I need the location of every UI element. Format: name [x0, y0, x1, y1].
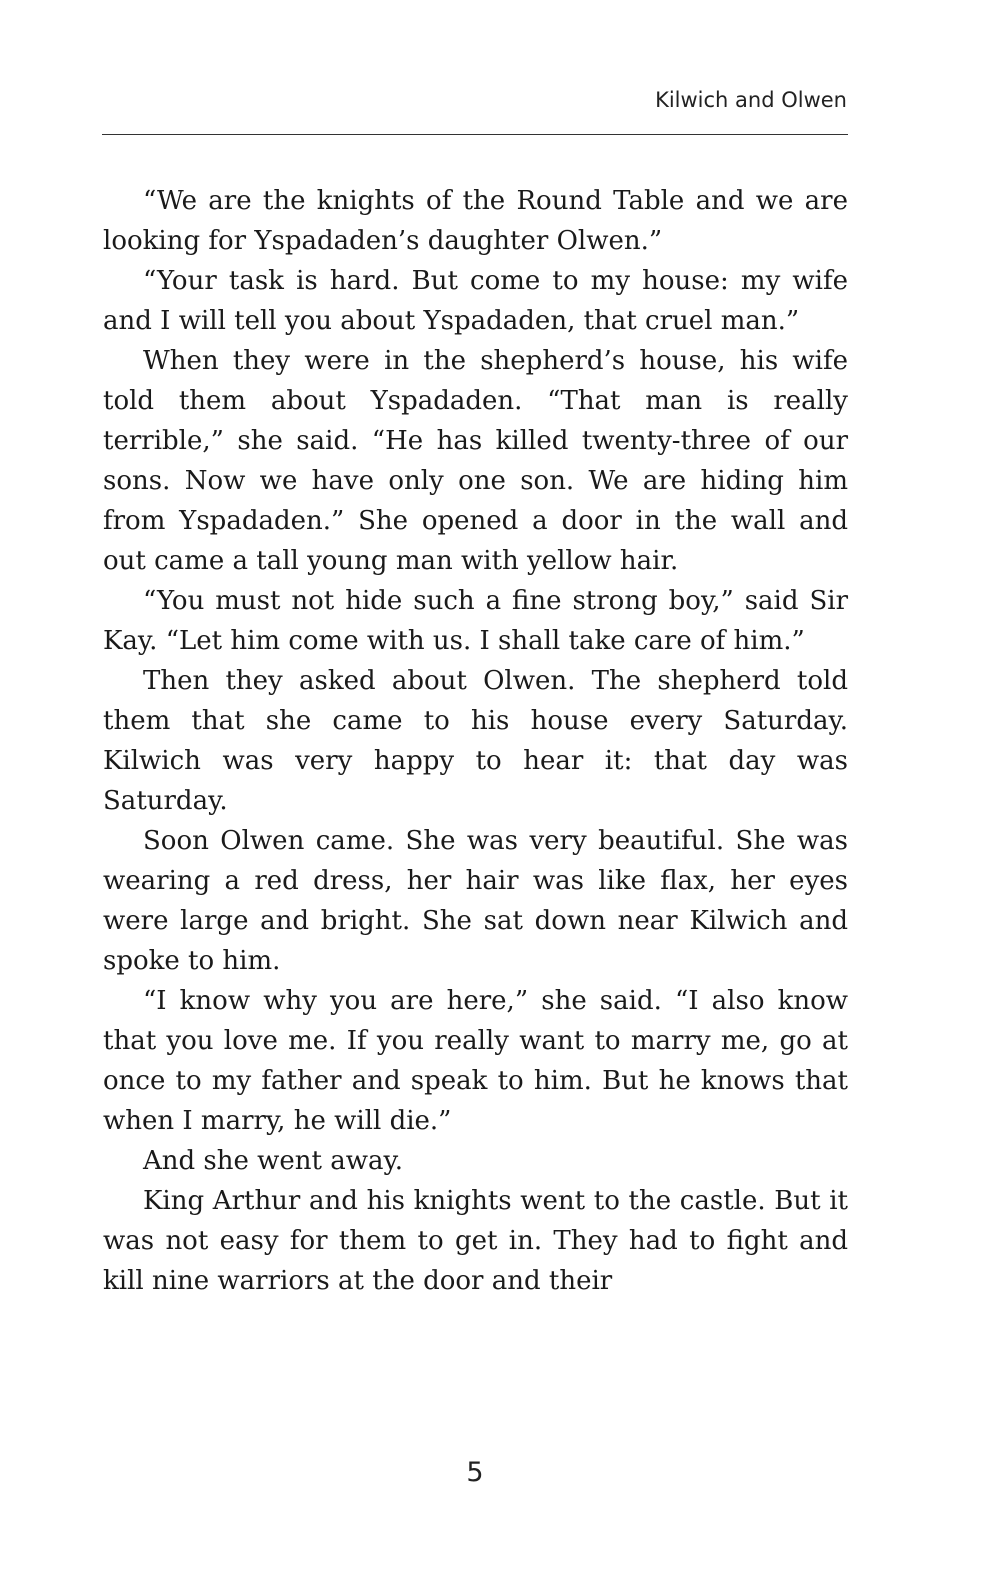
paragraph: King Arthur and his knights went to the castle. But it was not easy for them to get in. They had to fight and kill nine warriors at the door and their [103, 1186, 848, 1296]
paragraph: Then they asked about Olwen. The shepherd told them that she came to his house every Saturday. Kilwich was very happy to hear it: that day was Saturday. [103, 666, 848, 816]
paragraph: “Your task is hard. But come to my house: my wife and I will tell you about Yspadaden, that cruel man.” [103, 266, 848, 336]
running-head-title: Kilwich and Olwen [655, 88, 847, 112]
paragraph: Soon Olwen came. She was very beautiful. She was wearing a red dress, her hair was like flax, her eyes were large and bright. She sat down near Kilwich and spoke to him. [103, 826, 848, 976]
paragraph: And she went away. [143, 1146, 404, 1176]
header-rule [102, 134, 848, 135]
page-number: 5 [466, 1457, 484, 1488]
paragraph: “You must not hide such a fine strong boy,” said Sir Kay. “Let him come with us. I shall take care of him.” [103, 586, 848, 656]
body-text [103, 181, 848, 1301]
paragraph: “I know why you are here,” she said. “I also know that you love me. If you really want to marry me, go at once to my father and speak to him. But he knows that when I marry, he will die.” [103, 986, 848, 1136]
paragraph: “We are the knights of the Round Table and we are looking for Yspadaden’s daughter Olwen.” [103, 186, 848, 256]
paragraph: When they were in the shepherd’s house, his wife told them about Yspadaden. “That man is really terrible,” she said. “He has killed twenty-three of our sons. Now we have only one son. We are hiding him from Yspadaden.” She opened a door in the wall and out came a tall young man with yellow hair. [103, 346, 848, 576]
